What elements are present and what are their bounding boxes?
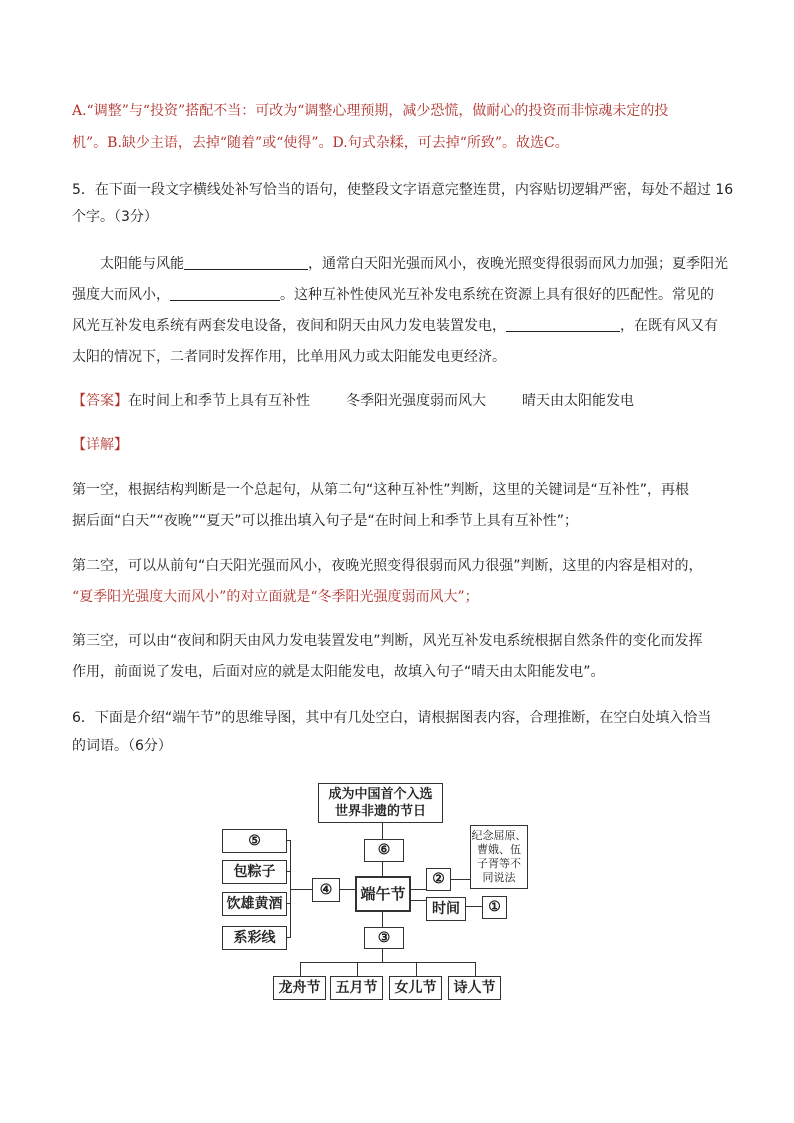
detail-p3-line1: 第三空，可以由“夜间和阴天由风力发电装置发电”判断，风光互补发电系统根据自然条件的变化而发挥 xyxy=(72,633,703,649)
origin-line: 子胥等不 xyxy=(477,857,521,870)
blank-5-box: ⑤ xyxy=(222,829,287,853)
analysis-line-1: A.“调整”与“投资”搭配不当：可改为“调整心理预期，减少恐慌，做耐心的投资而非惊魂未定的投 xyxy=(72,103,669,119)
zongzi-box: 包粽子 xyxy=(222,860,287,884)
fill-blank-2[interactable] xyxy=(170,286,280,301)
analysis-line-2: 机”。B.缺少主语，去掉“随着”或“使得”。D.句式杂糅，可去掉“所致”。故选C。 xyxy=(72,135,569,151)
passage-text: 。这种互补性使风光互补发电系统在资源上具有很好的匹配性。常见的 xyxy=(280,287,714,303)
answer-tag: 【答案】 xyxy=(72,393,128,409)
mindmap-top-box xyxy=(318,783,443,823)
passage-text: 强度大而风小， xyxy=(72,287,170,303)
name-box-1: 龙舟节 xyxy=(273,976,326,1000)
question5-line-1: 5．在下面一段文字横线处补写恰当的语句，使整段文字语意完整连贯，内容贴切逻辑严密，每处不超过 16 xyxy=(72,182,734,198)
passage-text: ，通常白天阳光强而风小，夜晚光照变得很弱而风力加强；夏季阳光 xyxy=(308,256,728,272)
passage-line-1 xyxy=(100,254,728,274)
detail-p1-line2: 据后面“白天”“夜晚”“夏天”可以推出填入句子是“在时间上和季节上具有互补性”； xyxy=(72,513,579,529)
answer-3: 晴天由太阳能发电 xyxy=(522,393,634,409)
blank-2-box: ② xyxy=(426,868,451,891)
answer-1: 在时间上和季节上具有互补性 xyxy=(128,393,310,409)
blank-6-box: ⑥ xyxy=(364,839,404,862)
passage-line-3 xyxy=(72,316,718,336)
detail-tag: 【详解】 xyxy=(72,437,128,453)
name-box-2: 五月节 xyxy=(330,976,383,1000)
name-box-4: 诗人节 xyxy=(448,976,501,1000)
question6-line-2: 的词语。（6分） xyxy=(72,738,172,754)
answer-line xyxy=(72,391,634,411)
name-box-3: 女儿节 xyxy=(389,976,442,1000)
caixian-box: 系彩线 xyxy=(222,926,287,950)
top-box-line: 成为中国首个入选 xyxy=(328,787,433,802)
detail-p3-line2: 作用，前面说了发电，后面对应的就是太阳能发电，故填入句子“晴天由太阳能发电”。 xyxy=(72,664,605,680)
top-box-line: 世界非遗的节日 xyxy=(334,804,426,819)
origin-line: 同说法 xyxy=(482,871,516,884)
detail-p2-line1: 第二空，可以从前句“白天阳光强而风小，夜晚光照变得很弱而风力很强”判断，这里的内容是相对的， xyxy=(72,558,703,574)
passage-line-2 xyxy=(72,285,714,305)
detail-p2-line2: “夏季阳光强度大而风小”的对立面就是“冬季阳光强度弱而风大”； xyxy=(72,589,479,605)
xionghuang-box: 饮雄黄酒 xyxy=(222,892,287,916)
passage-text: 太阳能与风能 xyxy=(100,256,184,272)
origin-box xyxy=(470,825,528,889)
fill-blank-1[interactable] xyxy=(184,255,308,270)
question6-line-1: 6．下面是介绍“端午节”的思维导图，其中有几处空白，请根据图表内容，合理推断，在空白处填入恰当 xyxy=(72,710,712,726)
answer-2: 冬季阳光强度弱而风大 xyxy=(346,393,486,409)
passage-line-4: 太阳的情况下，二者同时发挥作用，比单用风力或太阳能发电更经济。 xyxy=(72,349,506,365)
fill-blank-3[interactable] xyxy=(506,317,620,332)
passage-text: ，在既有风又有 xyxy=(620,318,718,334)
blank-4-box: ④ xyxy=(312,878,340,902)
detail-p1-line1: 第一空，根据结构判断是一个总起句，从第二句“这种互补性”判断，这里的关键词是“互补性”，再根 xyxy=(72,482,690,498)
origin-line: 纪念屈原、 xyxy=(471,829,527,842)
question5-line-2: 个字。（3分） xyxy=(72,209,158,225)
origin-line: 曹娥、伍 xyxy=(477,843,521,856)
blank-3-box: ③ xyxy=(364,927,404,949)
time-box: 时间 xyxy=(426,897,466,921)
blank-1-box: ① xyxy=(482,896,507,919)
passage-text: 风光互补发电系统有两套发电设备，夜间和阴天由风力发电装置发电， xyxy=(72,318,506,334)
center-node: 端午节 xyxy=(355,876,411,912)
